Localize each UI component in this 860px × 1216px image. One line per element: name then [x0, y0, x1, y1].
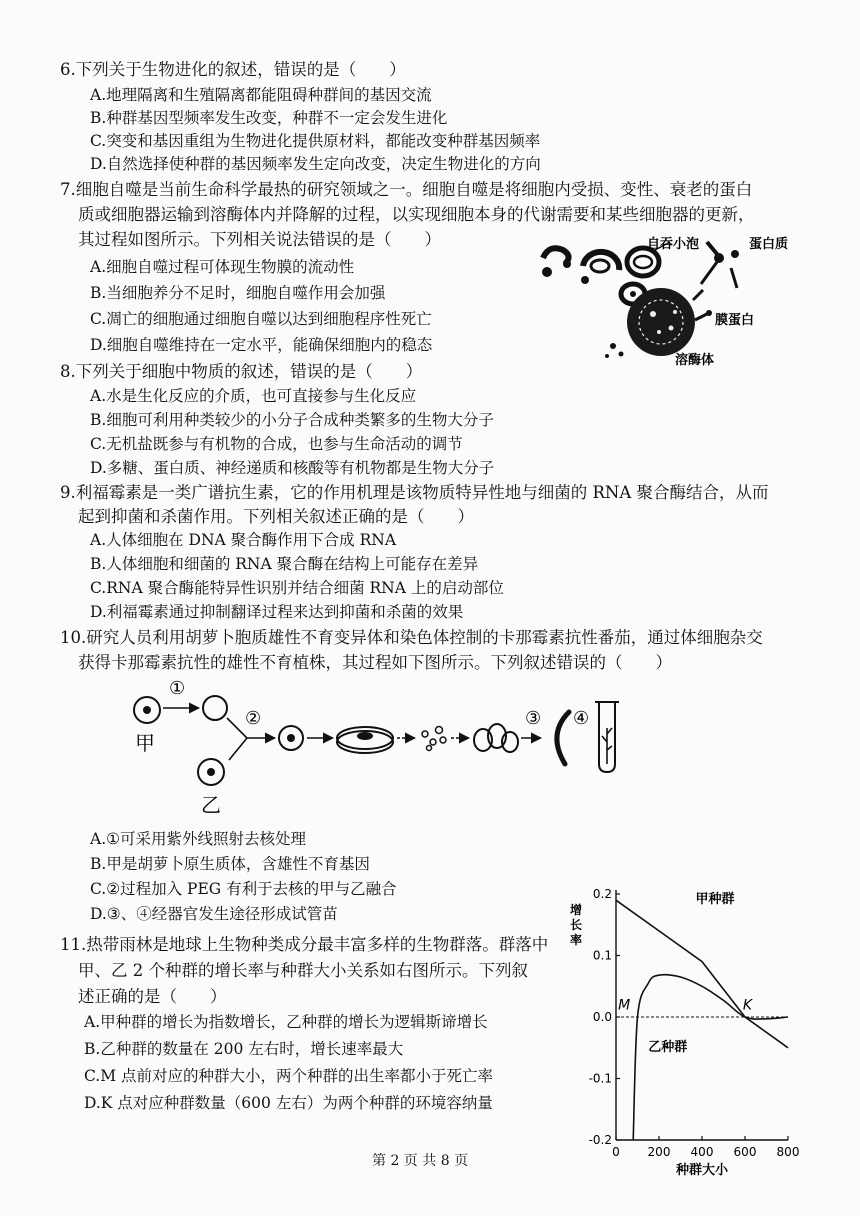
y-tick-label: 0.0 — [592, 1010, 612, 1024]
embryo-icon — [557, 712, 569, 764]
q7-stem-line3: 其过程如图所示。下列相关说法错误的是（ ） — [78, 230, 441, 249]
q9-option-c: C.RNA 聚合酶能特异性识别并结合细菌 RNA 上的启动部位 — [90, 579, 504, 597]
enucleated-cell-icon — [203, 696, 227, 720]
y-axis-label: 增长率 — [570, 903, 583, 947]
autophagosome-label: 自吞小泡 — [647, 237, 700, 252]
q7-option-a: A.细胞自噬过程可体现生物膜的流动性 — [90, 258, 355, 276]
q10-option-b: B.甲是胡萝卜原生质体，含雄性不育基因 — [90, 855, 370, 873]
point-k-label: K — [742, 997, 753, 1014]
q11-stem-line2: 甲、乙 2 个种群的增长率与种群大小关系如右图所示。下列叙 — [78, 961, 528, 980]
q10-option-d: D.③、④经器官发生途径形成试管苗 — [90, 905, 338, 923]
membrane-protein-label: 膜蛋白 — [715, 313, 755, 328]
test-tube-plantlet-icon — [595, 702, 619, 772]
q8-option-a: A.水是生化反应的介质，也可直接参与生化反应 — [90, 387, 417, 405]
lysosome-icon — [627, 288, 695, 356]
damaged-organelle-icon — [542, 248, 571, 277]
lysosome-label: 溶酶体 — [675, 353, 715, 368]
q6-stem: 6.下列关于生物进化的叙述，错误的是（ ） — [60, 60, 406, 79]
x-tick-label: 0 — [612, 1145, 620, 1159]
q11-option-b: B.乙种群的数量在 200 左右时，增长速率最大 — [84, 1040, 404, 1058]
step4-label: ④ — [573, 708, 590, 729]
q9-option-d: D.利福霉素通过抑制翻译过程来达到抑菌和杀菌的效果 — [90, 603, 464, 621]
autophagosome-forming-icon — [581, 252, 619, 284]
x-axis-label: 种群大小 — [675, 1163, 729, 1178]
step2-label: ② — [245, 708, 262, 729]
cell-cluster-icon — [422, 727, 446, 751]
q9-option-b: B.人体细胞和细菌的 RNA 聚合酶在结构上可能存在差异 — [90, 555, 479, 573]
q11-option-a: A.甲种群的增长为指数增长，乙种群的增长为逻辑斯谛增长 — [84, 1013, 488, 1031]
y-tick-label: -0.1 — [588, 1071, 612, 1086]
callus-icon — [474, 724, 518, 752]
q10-stem-line1: 10.研究人员利用胡萝卜胞质雄性不育变异体和染色体控制的卡那霉素抗性番茄，通过体细胞杂交 — [60, 628, 763, 647]
culture-dish-icon — [337, 727, 393, 753]
q11-option-d: D.K 点对应种群数量（600 左右）为两个种群的环境容纳量 — [84, 1094, 493, 1112]
q7-option-c: C.凋亡的细胞通过细胞自噬以达到细胞程序性死亡 — [90, 310, 432, 328]
q6-option-a: A.地理隔离和生殖隔离都能阻碍种群间的基因交流 — [90, 86, 432, 104]
y-tick-label: -0.2 — [588, 1133, 612, 1147]
hybridization-figure — [125, 672, 645, 822]
fusion-lines — [227, 718, 247, 760]
jia-label: 甲 — [135, 731, 155, 755]
series-yi-line — [633, 975, 788, 1140]
series-jia-line — [616, 900, 788, 1048]
x-tick-label: 600 — [733, 1145, 757, 1159]
q11-option-c: C.M 点前对应的种群大小，两个种群的出生率都小于死亡率 — [84, 1067, 494, 1085]
q6-option-b: B.种群基因型频率发生改变，种群不一定会发生进化 — [90, 109, 448, 127]
point-m-label: M — [618, 997, 631, 1014]
q9-stem-line1: 9.利福霉素是一类广谱抗生素，它的作用机理是该物质特异性地与细菌的 RNA 聚合酶结合，从而 — [60, 483, 769, 502]
series-jia-label: 甲种群 — [695, 892, 735, 908]
q10-option-a: A.①可采用紫外线照射去核处理 — [90, 830, 307, 848]
q6-option-c: C.突变和基因重组为生物进化提供原材料，都能改变种群基因频率 — [90, 132, 541, 150]
hybrid-cell-icon — [279, 726, 303, 750]
step1-label: ① — [169, 678, 186, 699]
growth-rate-chart — [560, 880, 830, 1185]
q9-option-a: A.人体细胞在 DNA 聚合酶作用下合成 RNA — [90, 531, 397, 549]
y-tick-label: 0.2 — [592, 887, 612, 901]
yi-label: 乙 — [201, 793, 221, 817]
x-tick-label: 800 — [776, 1145, 800, 1159]
q7-option-d: D.细胞自噬维持在一定水平，能确保细胞内的稳态 — [90, 336, 433, 354]
q8-option-b: B.细胞可利用种类较少的小分子合成种类繁多的生物大分子 — [90, 411, 494, 429]
q7-option-b: B.当细胞养分不足时，细胞自噬作用会加强 — [90, 284, 386, 302]
cell-jia-icon — [134, 697, 160, 723]
x-tick-label: 400 — [690, 1145, 714, 1159]
degraded-fragments-icon — [605, 343, 624, 358]
q10-option-c: C.②过程加入 PEG 有利于去核的甲与乙融合 — [90, 880, 397, 898]
y-tick-label: 0.1 — [592, 948, 612, 963]
x-tick-label: 200 — [647, 1145, 671, 1159]
step3-label: ③ — [525, 708, 542, 729]
autophagy-figure — [525, 228, 810, 368]
q6-option-d: D.自然选择使种群的基因频率发生定向改变，决定生物进化的方向 — [90, 155, 541, 173]
q8-stem: 8.下列关于细胞中物质的叙述，错误的是（ ） — [60, 362, 423, 381]
q11-stem-line3: 述正确的是（ ） — [78, 987, 227, 1006]
q8-option-d: D.多糖、蛋白质、神经递质和核酸等有机物都是生物大分子 — [90, 459, 495, 477]
protein-label: 蛋白质 — [749, 237, 789, 252]
q9-stem-line2: 起到抑菌和杀菌作用。下列相关叙述正确的是（ ） — [78, 507, 474, 526]
page-footer: 第 2 页 共 8 页 — [372, 1153, 469, 1169]
membrane-protein-icon — [693, 290, 712, 320]
series-yi-label: 乙种群 — [648, 1039, 688, 1055]
cell-yi-icon — [198, 759, 224, 785]
q7-stem-line1: 7.细胞自噬是当前生命科学最热的研究领域之一。细胞自噬是将细胞内受损、变性、衰老的蛋白 — [60, 180, 753, 199]
q8-option-c: C.无机盐既参与有机物的合成，也参与生命活动的调节 — [90, 435, 463, 453]
q7-stem-line2: 质或细胞器运输到溶酶体内并降解的过程，以实现细胞本身的代谢需要和某些细胞器的更新， — [78, 205, 755, 224]
protein-icon — [701, 242, 739, 288]
q10-stem-line2: 获得卡那霉素抗性的雄性不育植株，其过程如下图所示。下列叙述错误的（ ） — [78, 653, 672, 672]
q11-stem-line1: 11.热带雨林是地球上生物种类成分最丰富多样的生物群落。群落中 — [60, 935, 549, 954]
